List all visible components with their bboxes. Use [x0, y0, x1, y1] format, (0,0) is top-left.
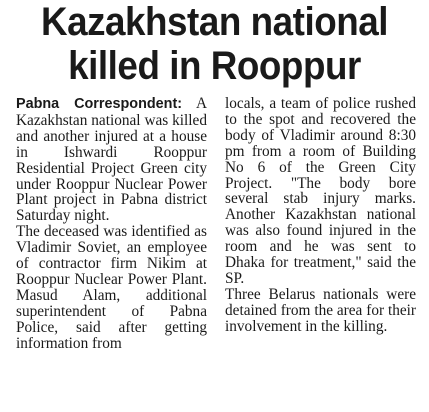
headline: [0, 0, 429, 88]
headline-line-2: killed in Rooppur: [68, 44, 361, 88]
paragraph-1-text: A Kazakhstan national was killed and another injured at a house in Ishwardi Rooppur Residential Project Green city under Rooppur Nuclear Power Plant project in Pabna district Saturday night.: [16, 95, 207, 225]
column-2: [225, 96, 416, 408]
paragraph-1: [16, 96, 207, 224]
paragraph-3: locals, a team of police rushed to the spot and recovered the body of Vladimir around 8:30 pm from a room of Building No 6 of the Green City Project. "The body bore several stab injury marks. Another Kazakhstan national was also found injured in the room and he was sent to Dhaka for treatment," said the SP.: [225, 95, 416, 287]
column-1: [16, 96, 207, 408]
dateline: Pabna Correspondent:: [16, 96, 183, 112]
headline-line-1: Kazakhstan national: [40, 0, 389, 44]
paragraph-2: The deceased was identified as Vladimir Soviet, an employee of contractor firm Nikim at Rooppur Nuclear Power Plant. Masud Alam, additional superintendent of Pabna Police, said after getting information from: [16, 223, 207, 352]
article-body: [16, 96, 416, 408]
paragraph-4: Three Belarus nationals were detained from the area for their involvement in the killing.: [225, 285, 416, 335]
